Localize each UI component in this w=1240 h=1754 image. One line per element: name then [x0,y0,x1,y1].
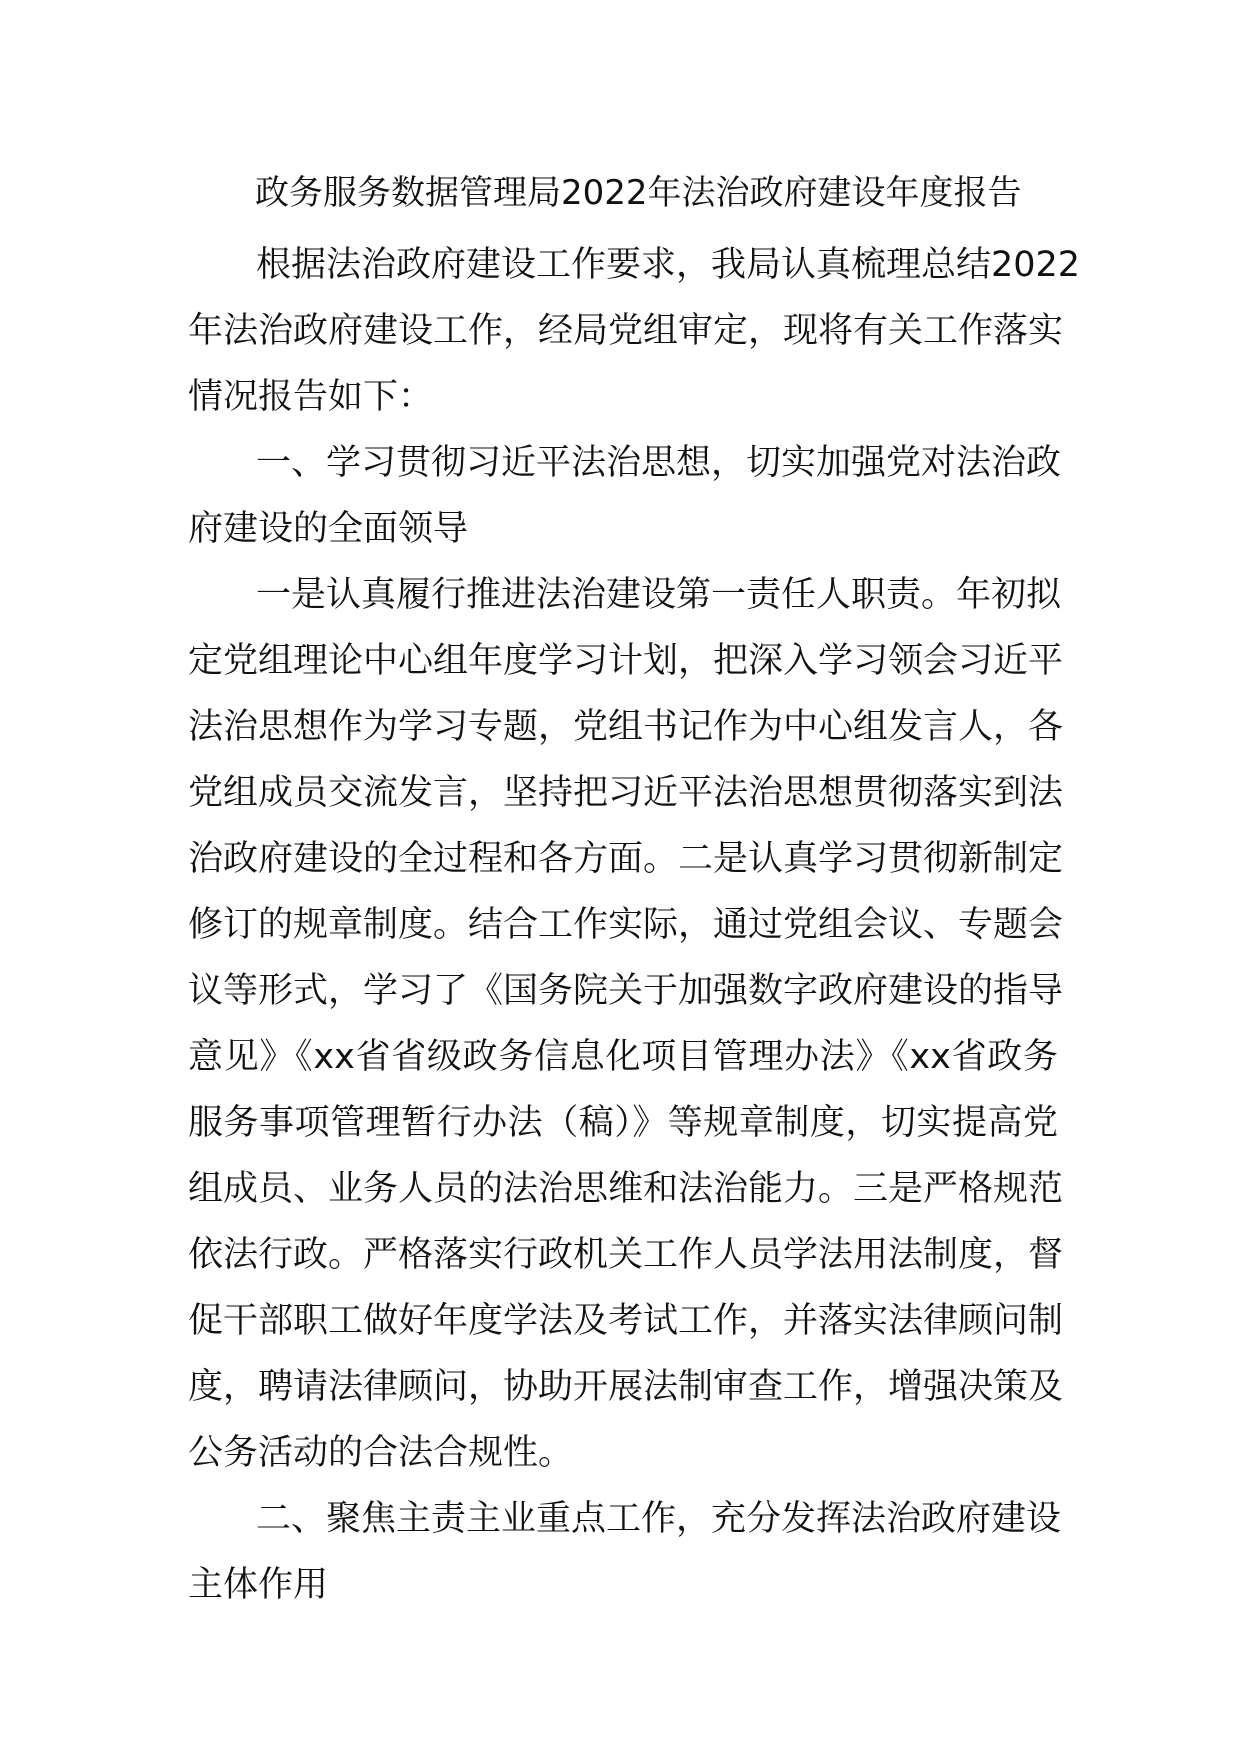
text-line: 主体作用 [188,1565,329,1605]
text-line: 度，聘请法律顾问，协助开展法制审查工作，增强决策及 [188,1367,1064,1407]
text-line: 根据法治政府建设工作要求，我局认真梳理总结2022 [256,245,1081,285]
paragraph-intro [188,232,1081,430]
text-line: 促干部职工做好年度学法及考试工作，并落实法律顾问制 [188,1301,1064,1341]
section-heading-1 [188,430,1062,562]
text-line: 组成员、业务人员的法治思维和法治能力。三是严格规范 [188,1169,1064,1209]
text-line: 服务事项管理暂行办法（稿）》等规章制度，切实提高党 [188,1103,1058,1143]
text-line: 定党组理论中心组年度学习计划，把深入学习领会习近平 [188,641,1064,681]
text-line: 一是认真履行推进法治建设第一责任人职责。年初拟 [256,575,1062,615]
text-line: 情况报告如下： [188,377,434,417]
document-body [188,232,1081,1618]
text-line: 法治思想作为学习专题，党组书记作为中心组发言人，各 [188,707,1064,747]
document-title: 政务服务数据管理局2022年法治政府建设年度报告 [255,173,1022,213]
text-line: 修订的规章制度。结合工作实际，通过党组会议、专题会 [188,905,1064,945]
text-line: 二、聚焦主责主业重点工作，充分发挥法治政府建设 [256,1499,1062,1539]
text-line: 公务活动的合法合规性。 [188,1433,574,1473]
text-line: 治政府建设的全过程和各方面。二是认真学习贯彻新制定 [188,839,1064,879]
text-line: 府建设的全面领导 [188,509,469,549]
text-line: 一、学习贯彻习近平法治思想，切实加强党对法治政 [256,443,1062,483]
text-line: 意见》《xx省省级政务信息化项目管理办法》《xx省政务 [188,1037,1058,1077]
paragraph-section-1-body [188,562,1064,1486]
text-line: 年法治政府建设工作，经局党组审定，现将有关工作落实 [188,311,1064,351]
text-line: 依法行政。严格落实行政机关工作人员学法用法制度，督 [188,1235,1064,1275]
text-line: 党组成员交流发言，坚持把习近平法治思想贯彻落实到法 [188,773,1064,813]
section-heading-2 [188,1486,1062,1618]
text-line: 议等形式，学习了《国务院关于加强数字政府建设的指导 [188,971,1064,1011]
